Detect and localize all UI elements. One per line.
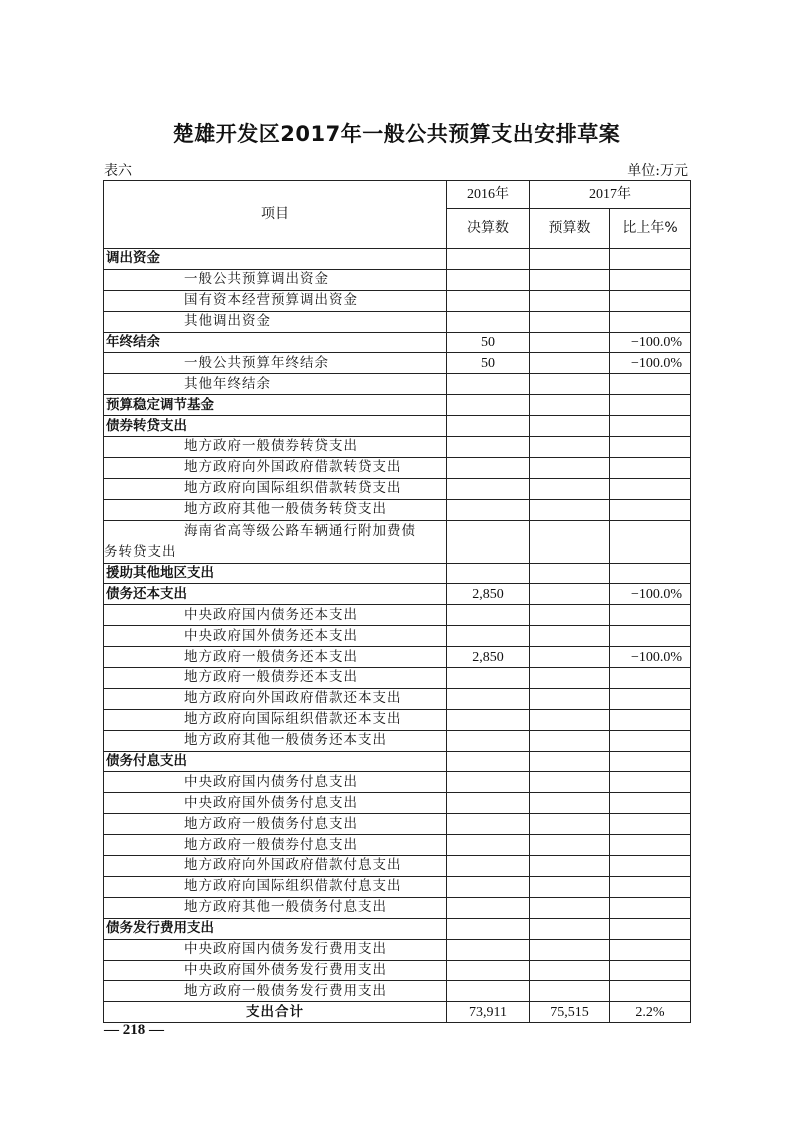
- budget-value: [530, 688, 610, 709]
- table-row: [104, 520, 691, 563]
- table-row: [104, 730, 691, 751]
- budget-value: [530, 835, 610, 856]
- table-row: [104, 960, 691, 981]
- change-value: [610, 918, 691, 939]
- actual-value: 50: [447, 353, 530, 374]
- item-label: 中央政府国内债务还本支出: [104, 605, 447, 626]
- change-value: 2.2%: [610, 1002, 691, 1023]
- actual-value: 2,850: [447, 647, 530, 668]
- actual-value: [447, 437, 530, 458]
- table-row: [104, 353, 691, 374]
- change-value: [610, 668, 691, 689]
- actual-value: [447, 269, 530, 290]
- budget-value: [530, 981, 610, 1002]
- budget-value: [530, 374, 610, 395]
- change-value: [610, 876, 691, 897]
- change-value: [610, 856, 691, 877]
- item-label: 其他调出资金: [104, 311, 447, 332]
- change-value: [610, 520, 691, 563]
- actual-value: [447, 981, 530, 1002]
- item-label: 中央政府国内债务付息支出: [104, 772, 447, 793]
- actual-value: 2,850: [447, 584, 530, 605]
- change-value: −100.0%: [610, 584, 691, 605]
- item-label: [104, 520, 447, 563]
- budget-value: [530, 876, 610, 897]
- actual-value: [447, 605, 530, 626]
- budget-value: [530, 584, 610, 605]
- actual-value: [447, 918, 530, 939]
- header-budget: 预算数: [530, 209, 610, 249]
- actual-value: [447, 897, 530, 918]
- budget-value: [530, 332, 610, 353]
- actual-value: [447, 395, 530, 416]
- table-row: [104, 416, 691, 437]
- table-row: [104, 793, 691, 814]
- actual-value: [447, 709, 530, 730]
- item-label: 地方政府一般债务付息支出: [104, 814, 447, 835]
- budget-value: [530, 249, 610, 270]
- change-value: [610, 939, 691, 960]
- table-row: [104, 939, 691, 960]
- actual-value: [447, 856, 530, 877]
- change-value: [610, 563, 691, 584]
- item-label: 中央政府国外债务还本支出: [104, 626, 447, 647]
- item-label: 中央政府国外债务付息支出: [104, 793, 447, 814]
- unit-label: 单位:万元: [627, 163, 688, 179]
- actual-value: [447, 374, 530, 395]
- budget-value: [530, 751, 610, 772]
- header-item: 项目: [104, 181, 447, 249]
- budget-value: [530, 668, 610, 689]
- budget-value: [530, 499, 610, 520]
- budget-value: [530, 395, 610, 416]
- budget-value: [530, 520, 610, 563]
- category-label: 调出资金: [104, 249, 447, 270]
- actual-value: [447, 814, 530, 835]
- table-row: [104, 751, 691, 772]
- actual-value: [447, 520, 530, 563]
- actual-value: [447, 249, 530, 270]
- header-2016: 2016年: [447, 181, 530, 209]
- budget-value: [530, 457, 610, 478]
- item-label: 一般公共预算年终结余: [104, 353, 447, 374]
- category-label: 年终结余: [104, 332, 447, 353]
- header-change: 比上年%: [610, 209, 691, 249]
- actual-value: [447, 730, 530, 751]
- table-row: [104, 457, 691, 478]
- budget-value: [530, 939, 610, 960]
- change-value: [610, 981, 691, 1002]
- change-value: [610, 395, 691, 416]
- change-value: [610, 709, 691, 730]
- item-label: 地方政府向国际组织借款转贷支出: [104, 478, 447, 499]
- item-label: 地方政府一般债券付息支出: [104, 835, 447, 856]
- budget-value: [530, 416, 610, 437]
- category-label: 债券转贷支出: [104, 416, 447, 437]
- category-label: 援助其他地区支出: [104, 563, 447, 584]
- change-value: [610, 835, 691, 856]
- change-value: −100.0%: [610, 647, 691, 668]
- table-row: [104, 897, 691, 918]
- item-label: 地方政府其他一般债务付息支出: [104, 897, 447, 918]
- table-row: [104, 563, 691, 584]
- category-label: 预算稳定调节基金: [104, 395, 447, 416]
- item-label: 地方政府其他一般债务转贷支出: [104, 499, 447, 520]
- actual-value: [447, 960, 530, 981]
- budget-value: [530, 353, 610, 374]
- actual-value: [447, 939, 530, 960]
- actual-value: [447, 876, 530, 897]
- item-label: 地方政府其他一般债务还本支出: [104, 730, 447, 751]
- header-2017: 2017年: [530, 181, 691, 209]
- item-label-line1: 海南省高等级公路车辆通行附加费债: [184, 522, 416, 539]
- item-label: 地方政府向外国政府借款转贷支出: [104, 457, 447, 478]
- change-value: [610, 249, 691, 270]
- actual-value: [447, 563, 530, 584]
- item-label: 地方政府向外国政府借款付息支出: [104, 856, 447, 877]
- table-row: [104, 981, 691, 1002]
- change-value: [610, 478, 691, 499]
- item-label: 地方政府一般债券还本支出: [104, 668, 447, 689]
- category-label: 债务还本支出: [104, 584, 447, 605]
- item-label: 中央政府国内债务发行费用支出: [104, 939, 447, 960]
- budget-value: [530, 269, 610, 290]
- table-row: [104, 290, 691, 311]
- change-value: [610, 311, 691, 332]
- budget-value: [530, 897, 610, 918]
- change-value: [610, 730, 691, 751]
- table-row: [104, 332, 691, 353]
- table-row: [104, 856, 691, 877]
- table-row: [104, 772, 691, 793]
- actual-value: [447, 772, 530, 793]
- page-title: 楚雄开发区2017年一般公共预算支出安排草案: [172, 122, 621, 146]
- change-value: [610, 499, 691, 520]
- change-value: −100.0%: [610, 353, 691, 374]
- total-label: 支出合计: [104, 1002, 447, 1023]
- budget-value: [530, 290, 610, 311]
- change-value: [610, 626, 691, 647]
- change-value: [610, 897, 691, 918]
- table-row: [104, 311, 691, 332]
- actual-value: [447, 688, 530, 709]
- header-actual: 决算数: [447, 209, 530, 249]
- budget-value: [530, 918, 610, 939]
- change-value: [610, 437, 691, 458]
- table-row: [104, 835, 691, 856]
- item-label: 其他年终结余: [104, 374, 447, 395]
- budget-value: [530, 605, 610, 626]
- actual-value: [447, 478, 530, 499]
- table-row: [104, 876, 691, 897]
- actual-value: [447, 416, 530, 437]
- item-label: 地方政府一般债券转贷支出: [104, 437, 447, 458]
- table-row: [104, 374, 691, 395]
- item-label: 一般公共预算调出资金: [104, 269, 447, 290]
- table-label: 表六: [104, 163, 132, 179]
- budget-value: [530, 772, 610, 793]
- actual-value: [447, 793, 530, 814]
- budget-value: [530, 647, 610, 668]
- budget-value: [530, 311, 610, 332]
- actual-value: [447, 499, 530, 520]
- actual-value: [447, 835, 530, 856]
- table-row: [104, 395, 691, 416]
- actual-value: [447, 311, 530, 332]
- table-row: [104, 249, 691, 270]
- table-row: [104, 1002, 691, 1023]
- item-label: 地方政府一般债务发行费用支出: [104, 981, 447, 1002]
- actual-value: 50: [447, 332, 530, 353]
- page-number: — 218 —: [104, 1022, 164, 1038]
- change-value: [610, 793, 691, 814]
- item-label: 国有资本经营预算调出资金: [104, 290, 447, 311]
- item-label-line2: 务转贷支出: [104, 543, 177, 560]
- actual-value: [447, 751, 530, 772]
- category-label: 债务付息支出: [104, 751, 447, 772]
- change-value: [610, 269, 691, 290]
- table-row: [104, 668, 691, 689]
- table-row: [104, 584, 691, 605]
- budget-value: [530, 626, 610, 647]
- table-row: [104, 647, 691, 668]
- table-row: [104, 499, 691, 520]
- budget-value: [530, 709, 610, 730]
- change-value: [610, 960, 691, 981]
- category-label: 债务发行费用支出: [104, 918, 447, 939]
- actual-value: [447, 457, 530, 478]
- actual-value: [447, 668, 530, 689]
- table-row: [104, 709, 691, 730]
- change-value: [610, 416, 691, 437]
- table-row: [104, 918, 691, 939]
- budget-value: [530, 563, 610, 584]
- budget-value: 75,515: [530, 1002, 610, 1023]
- budget-value: [530, 793, 610, 814]
- change-value: [610, 814, 691, 835]
- budget-value: [530, 730, 610, 751]
- change-value: [610, 457, 691, 478]
- change-value: [610, 772, 691, 793]
- item-label: 地方政府向外国政府借款还本支出: [104, 688, 447, 709]
- actual-value: [447, 290, 530, 311]
- item-label: 地方政府一般债务还本支出: [104, 647, 447, 668]
- item-label: 地方政府向国际组织借款付息支出: [104, 876, 447, 897]
- change-value: [610, 374, 691, 395]
- table-row: [104, 626, 691, 647]
- budget-value: [530, 960, 610, 981]
- change-value: [610, 605, 691, 626]
- actual-value: 73,911: [447, 1002, 530, 1023]
- budget-value: [530, 856, 610, 877]
- budget-table: [103, 180, 691, 1023]
- budget-value: [530, 814, 610, 835]
- table-row: [104, 814, 691, 835]
- budget-value: [530, 478, 610, 499]
- change-value: −100.0%: [610, 332, 691, 353]
- change-value: [610, 290, 691, 311]
- actual-value: [447, 626, 530, 647]
- change-value: [610, 751, 691, 772]
- budget-value: [530, 437, 610, 458]
- table-row: [104, 605, 691, 626]
- item-label: 中央政府国外债务发行费用支出: [104, 960, 447, 981]
- table-row: [104, 437, 691, 458]
- table-row: [104, 688, 691, 709]
- item-label: 地方政府向国际组织借款还本支出: [104, 709, 447, 730]
- change-value: [610, 688, 691, 709]
- table-row: [104, 478, 691, 499]
- table-row: [104, 269, 691, 290]
